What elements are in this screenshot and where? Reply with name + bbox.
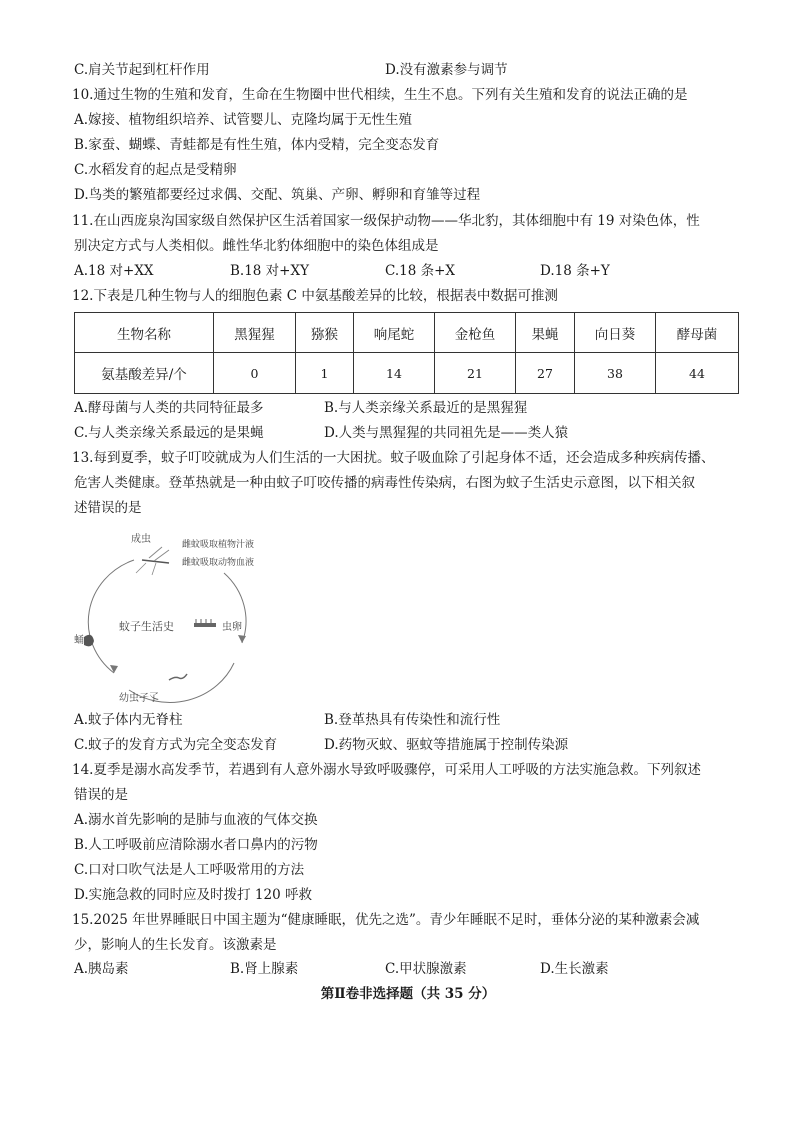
label-egg: 虫卵 (222, 622, 242, 633)
table-cell: 黑猩猩 (214, 313, 296, 353)
table-cell: 向日葵 (575, 313, 656, 353)
q11-option-b: B.18 对+XY (230, 263, 310, 279)
section-title: 第Ⅱ卷非选择题（共 35 分） (320, 986, 496, 1002)
q11-stem-line2: 别决定方式与人类相似。雌性华北豹体细胞中的染色体组成是 (74, 238, 439, 254)
q12-option-a: A.酵母菌与人类的共同特征最多 (74, 400, 264, 416)
q10-option-d: D.鸟类的繁殖都要经过求偶、交配、筑巢、产卵、孵卵和育雏等过程 (74, 187, 481, 203)
q9-option-d: D.没有激素参与调节 (385, 62, 508, 78)
q12-stem: 12.下表是几种生物与人的细胞色素 C 中氨基酸差异的比较，根据表中数据可推测 (72, 288, 558, 304)
q14-option-d: D.实施急救的同时应及时拨打 120 呼救 (74, 887, 312, 903)
q11-option-d: D.18 条+Y (540, 263, 610, 279)
label-male-note: 雌蚊吸取动物血液 (182, 558, 255, 568)
q9-option-c: C.肩关节起到杠杆作用 (74, 62, 210, 78)
amino-acid-table (74, 312, 739, 394)
table-cell: 21 (435, 353, 516, 394)
table-cell: 44 (656, 353, 739, 394)
q13-option-d: D.药物灭蚊、驱蚊等措施属于控制传染源 (324, 737, 569, 753)
q15-option-a: A.胰岛素 (74, 961, 129, 977)
q10-option-a: A.嫁接、植物组织培养、试管婴儿、克隆均属于无性生殖 (74, 112, 413, 128)
q12-option-d: D.人类与黑猩猩的共同祖先是——类人猿 (324, 425, 569, 441)
q13-option-b: B.登革热具有传染性和流行性 (324, 712, 501, 728)
label-female-note: 雌蚊吸取植物汁液 (182, 540, 255, 550)
q14-option-b: B.人工呼吸前应清除溺水者口鼻内的污物 (74, 837, 318, 853)
label-adult: 成虫 (131, 534, 151, 545)
q14-stem-line1: 14.夏季是溺水高发季节，若遇到有人意外溺水导致呼吸骤停，可采用人工呼吸的方法实施急救。下列叙述 (72, 762, 701, 778)
arrow-head-icon (238, 635, 246, 643)
label-pupa: 蛹 (74, 635, 84, 646)
table-cell: 酵母菌 (656, 313, 739, 353)
q14-option-c: C.口对口吹气法是人工呼吸常用的方法 (74, 862, 305, 878)
q10-stem: 10.通过生物的生殖和发育，生命在生物圈中世代相续，生生不息。下列有关生殖和发育的说法正确的是 (72, 87, 688, 103)
egg-raft-icon (194, 619, 216, 627)
q13-stem-line1: 13.每到夏季，蚊子叮咬就成为人们生活的一大困扰。蚊子吸血除了引起身体不适，还会造成多种疾病传播、 (72, 450, 715, 466)
table-cell: 1 (296, 353, 354, 394)
table-row-organisms (75, 313, 739, 353)
table-cell: 金枪鱼 (435, 313, 516, 353)
cycle-arc-left (88, 560, 134, 673)
q11-option-a: A.18 对+XX (74, 263, 154, 279)
table-cell: 27 (516, 353, 575, 394)
q15-stem-line1: 15.2025 年世界睡眠日中国主题为“健康睡眠，优先之选”。青少年睡眠不足时，垂体分泌的某种激素会减 (72, 912, 700, 928)
table-cell: 14 (354, 353, 435, 394)
q15-option-d: D.生长激素 (540, 961, 609, 977)
table-row-differences (75, 353, 739, 394)
q10-option-c: C.水稻发育的起点是受精卵 (74, 162, 237, 178)
label-larva: 幼虫孑孓 (119, 693, 159, 704)
q15-stem-line2: 少，影响人的生长发育。该激素是 (74, 937, 277, 953)
table-cell: 0 (214, 353, 296, 394)
table-cell: 响尾蛇 (354, 313, 435, 353)
table-cell: 果蝇 (516, 313, 575, 353)
q14-option-a: A.溺水首先影响的是肺与血液的气体交换 (74, 812, 318, 828)
mosquito-life-cycle-diagram (74, 525, 314, 705)
label-center: 蚊子生活史 (119, 620, 174, 633)
table-header-organism: 生物名称 (75, 313, 214, 353)
q13-stem-line3: 述错误的是 (74, 500, 142, 516)
q12-option-c: C.与人类亲缘关系最远的是果蝇 (74, 425, 264, 441)
q11-option-c: C.18 条+X (385, 263, 456, 279)
q14-stem-line2: 错误的是 (74, 787, 128, 803)
table-header-difference: 氨基酸差异/个 (75, 353, 214, 394)
q15-option-c: C.甲状腺激素 (385, 961, 467, 977)
q15-option-b: B.肾上腺素 (230, 961, 299, 977)
larva-icon (169, 674, 187, 680)
adult-mosquito-icon (136, 547, 169, 575)
q10-option-b: B.家蚕、蝴蝶、青蛙都是有性生殖，体内受精，完全变态发育 (74, 137, 440, 153)
q12-option-b: B.与人类亲缘关系最近的是黑猩猩 (324, 400, 528, 416)
q13-stem-line2: 危害人类健康。登革热就是一种由蚊子叮咬传播的病毒性传染病，右图为蚊子生活史示意图，以下相关叙 (74, 475, 695, 491)
table-cell: 猕猴 (296, 313, 354, 353)
table-cell: 38 (575, 353, 656, 394)
arrow-head-icon (110, 665, 118, 673)
q13-option-a: A.蚊子体内无脊柱 (74, 712, 183, 728)
q11-stem-line1: 11.在山西庞泉沟国家级自然保护区生活着国家一级保护动物——华北豹，其体细胞中有 19 对染色体，性 (72, 213, 700, 229)
q13-option-c: C.蚊子的发育方式为完全变态发育 (74, 737, 278, 753)
